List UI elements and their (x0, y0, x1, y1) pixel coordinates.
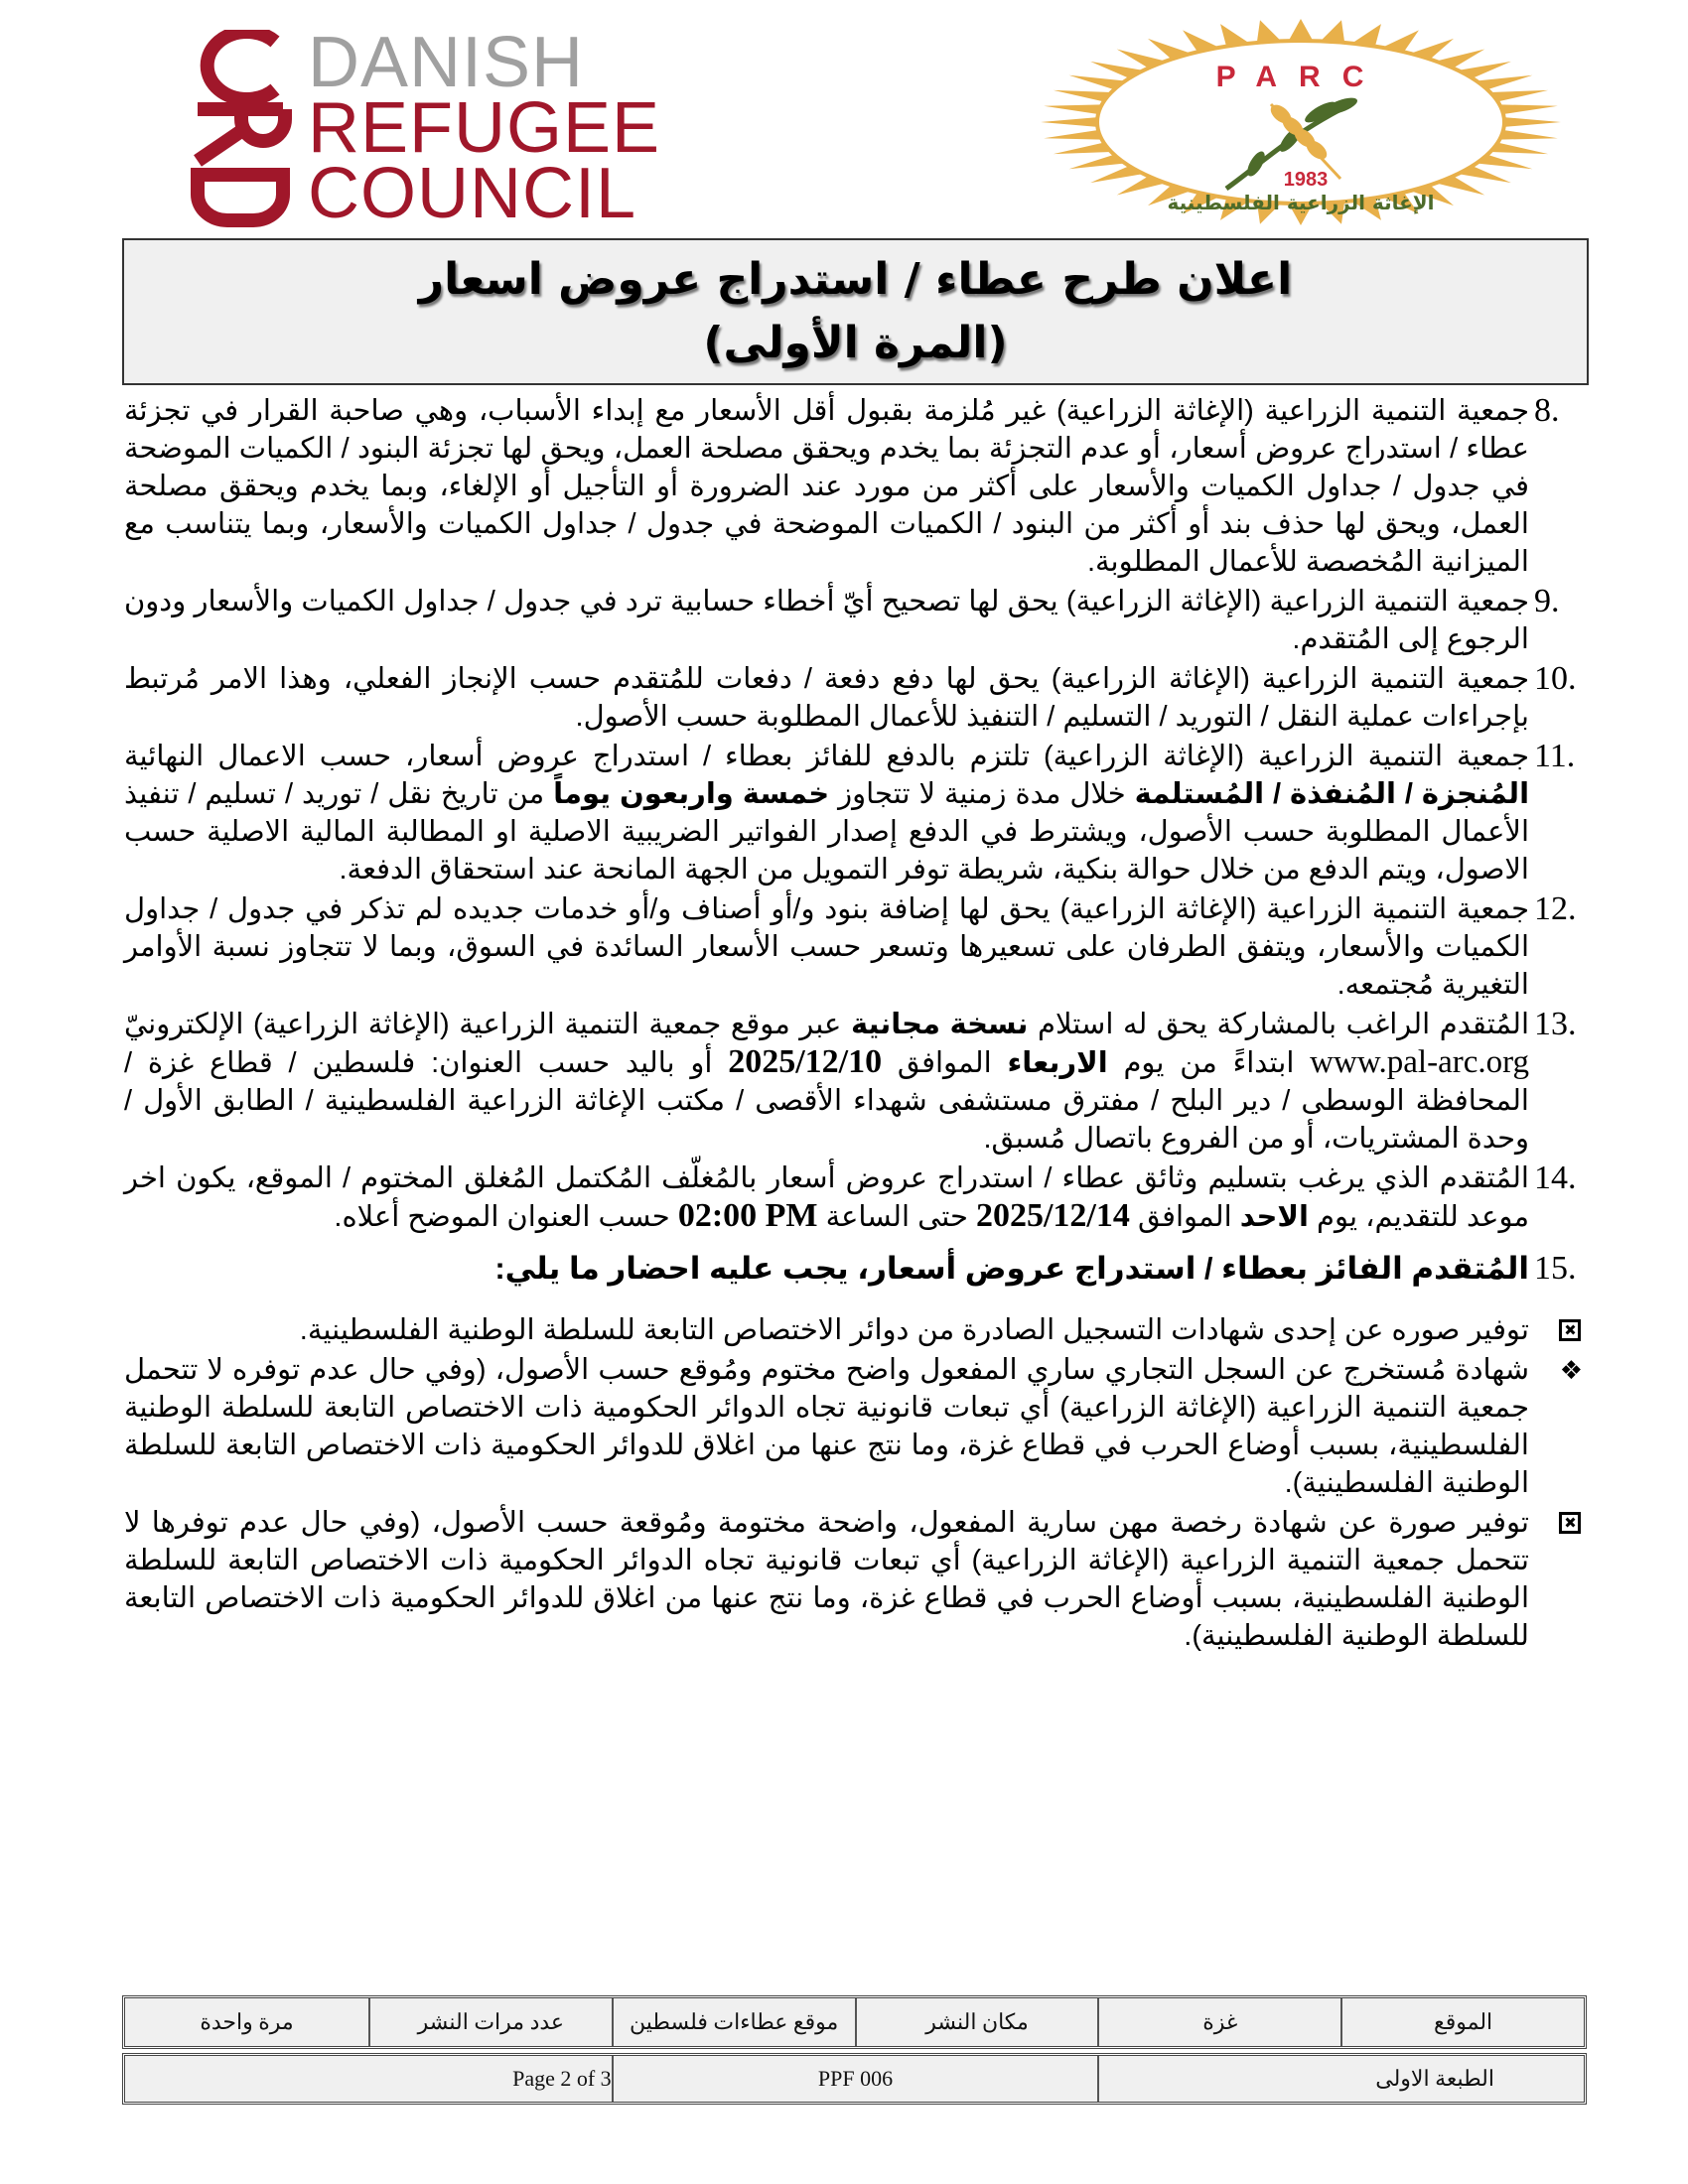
clause-number: 13. (1534, 1006, 1577, 1042)
drc-wordmark (308, 23, 661, 233)
requirement-text: توفير صورة عن شهادة رخصة مهن سارية المفعول، واضحة مختومة ومُوقعة حسب الأصول، (وفي حال عدم توفرها لا تتحمل جمعية التنمية الزراعية (الإغاثة الزراعية) أي تبعات قانونية تجاه الدوائر الحكومية ذات الاختصاص التابعة للسلطة الوطنية الفلسطينية، بسبب أوضاع الحرب في قطاع غزة، وما نتج عنها من اغلاق للدوائر الحكومية ذات الاختصاص التابعة للسلطة الوطنية الفلسطينية). (124, 1507, 1529, 1652)
clause-9 (124, 583, 1589, 658)
clause-number: 15. (1534, 1250, 1577, 1287)
clause-text-part: من تاريخ نقل / توريد / تسليم / تنفيذ الأعمال المطلوبة حسب الأصول، ويشترط في الدفع إصدار الفواتير الضريبية الاصلية او المطالبة المالية الاصلية حسب الاصول، ويتم الدفع من خلال حوالة بنكية، شريطة توفر التمويل من الجهة المانحة عند استحقاق الدفعة. (124, 778, 1529, 886)
clause-text-part: المُتقدم الراغب بالمشاركة يحق له استلام (1038, 1009, 1530, 1040)
clause-11 (124, 738, 1589, 888)
clause-text: المُتقدم الفائز بعطاء / استدراج عروض أسعار، يجب عليه احضار ما يلي: (494, 1251, 1529, 1286)
clause-text-part: حسب العنوان الموضح أعلاه. (334, 1201, 670, 1233)
sun-ray (1289, 19, 1314, 41)
clause-14 (124, 1160, 1589, 1236)
sun-ray (1499, 104, 1558, 114)
sun-ray (1044, 104, 1102, 114)
announcement-subtitle: (المرة الأولى) (703, 318, 1008, 368)
drc-monogram-icon (184, 30, 293, 228)
publish-count-value: مرة واحدة (125, 1998, 368, 2046)
clause-text (124, 738, 1529, 888)
clause-8 (124, 392, 1589, 581)
announcement-title-box (122, 238, 1589, 385)
clause-text: جمعية التنمية الزراعية (الإغاثة الزراعية) يحق لها إضافة بنود و/أو أصناف و/أو خدمات جديده لم تذكر في جدول / جداول الكميات والأسعار، ويتفق الطرفان على تسعيرها وتسعر حسب الأسعار السائدة في السوق، وبما لا تتجاوز نسبة الأوامر التغيرية مُجتمعه. (124, 893, 1529, 1001)
parc-acronym: PARC (1215, 61, 1386, 93)
header-logos (0, 0, 1688, 238)
clause-text-part: حتى الساعة (825, 1201, 968, 1233)
deadline-day: الاحد (1239, 1201, 1309, 1233)
page-number: Page 2 of 3 (125, 2056, 612, 2102)
clause-number: 12. (1534, 890, 1577, 927)
start-day: الاربعاء (1007, 1047, 1108, 1079)
website-link[interactable]: www.pal-arc.org (1310, 1044, 1530, 1080)
clause-text-part: أو باليد حسب العنوان: فلسطين / قطاع غزة / المحافظة الوسطى / دير البلح / مفترق مستشفى شهداء الأقصى / مكتب الإغاثة الزراعية الفلسطينية / الطابق الأول / وحدة المشتريات، أو من الفروع باتصال مُسبق. (124, 1047, 1529, 1155)
parc-year: 1983 (1283, 169, 1329, 191)
edition-label: الطبعة الاولى (1097, 2056, 1584, 2102)
drc-line-refugee: REFUGEE (308, 88, 661, 168)
publish-place-value: موقع عطاءات فلسطين (612, 1998, 855, 2046)
deadline-time: 02:00 PM (677, 1197, 818, 1234)
parc-logo (1023, 15, 1579, 228)
clause-text: جمعية التنمية الزراعية (الإغاثة الزراعية) غير مُلزمة بقبول أقل الأسعار مع إبداء الأسباب، وهي صاحبة القرار في تجزئة عطاء / استدراج عروض أسعار، أو عدم التجزئة بما يخدم ويحقق مصلحة العمل، ويحق لها تجزئة البنود / الكميات الموضحة في جدول / جداول الكميات والأسعار على أكثر من مورد عند الضرورة أو التأجيل أو الإلغاء، وبما يخدم ويحقق مصلحة العمل، ويحق لها حذف بند أو أكثر من البنود / الكميات الموضحة في جدول / جداول الكميات والأسعار، وبما يتناسب مع الميزانية المُخصصة للأعمال المطلوبة. (124, 395, 1529, 578)
sun-ray (1321, 20, 1344, 43)
clause-number: 8. (1534, 392, 1560, 429)
checkbox-x-icon (1559, 1512, 1581, 1534)
clause-12 (124, 890, 1589, 1004)
four-diamonds-icon: ❖ (1559, 1355, 1583, 1385)
sun-ray (1044, 130, 1102, 140)
clause-number: 10. (1534, 660, 1577, 697)
sun-ray (1257, 20, 1281, 43)
winner-requirements-list (124, 1311, 1589, 1655)
clause-text-part: جمعية التنمية الزراعية (الإغاثة الزراعية) تلتزم بالدفع للفائز بعطاء / استدراج عروض أسعار، حسب الاعمال النهائية (124, 741, 1529, 772)
sun-ray (1041, 117, 1097, 127)
payment-period-emphasis: خمسة واربعون يوماً (553, 778, 830, 810)
clause-number: 9. (1534, 583, 1560, 619)
form-code: PPF 006 (612, 2056, 1098, 2102)
clause-text-part: خلال مدة زمنية لا تتجاوز (838, 778, 1126, 810)
location-value: غزة (1097, 1998, 1340, 2046)
clause-text-part: الموافق (1137, 1201, 1232, 1233)
clause-number: 14. (1534, 1160, 1577, 1196)
clause-text: جمعية التنمية الزراعية (الإغاثة الزراعية) يحق لها دفع دفعة / دفعات للمُتقدم حسب الإنجاز الفعلي، وهذا الامر مُرتبط بإجراءات عملية النقل / التوريد / التسليم / التنفيذ للأعمال المطلوبة حسب الأصول. (124, 663, 1529, 733)
drc-logo (184, 23, 740, 233)
tender-terms (124, 392, 1589, 1657)
deadline-date: 2025/12/14 (975, 1197, 1130, 1234)
clause-15 (124, 1250, 1589, 1288)
document-info-table (122, 2053, 1587, 2105)
clause-text-part: عبر موقع جمعية التنمية الزراعية (الإغاثة الزراعية) الإلكترونيّ (124, 1009, 842, 1040)
clause-text (124, 1006, 1529, 1158)
requirement-item (124, 1504, 1589, 1655)
clause-text-part: ابتداءً من يوم (1123, 1047, 1295, 1079)
clause-text (124, 1160, 1529, 1236)
clause-10 (124, 660, 1589, 736)
checkbox-x-icon (1559, 1319, 1581, 1341)
start-date: 2025/12/10 (728, 1043, 883, 1080)
publish-count-label: عدد مرات النشر (368, 1998, 612, 2046)
parc-arabic-name: الإغاثة الزراعية الفلسطينية (1167, 191, 1435, 214)
requirement-text: شهادة مُستخرج عن السجل التجاري ساري المفعول واضح مختوم ومُوقع حسب الأصول، (وفي حال عدم توفره لا تتحمل جمعية التنمية الزراعية (الإغاثة الزراعية) أي تبعات قانونية تجاه الدوائر الحكومية ذات الاختصاص التابعة للسلطة الوطنية الفلسطينية، بسبب أوضاع الحرب في قطاع غزة، وما نتج عنها من اغلاق للدوائر الحكومية ذات الاختصاص التابعة للسلطة الوطنية الفلسطينية). (124, 1354, 1529, 1499)
announcement-title: اعلان طرح عطاء / استدراج عروض اسعار (418, 254, 1293, 305)
free-copy-emphasis: نسخة مجانية (850, 1009, 1029, 1040)
drc-line-danish: DANISH (308, 23, 585, 102)
publish-place-label: مكان النشر (855, 1998, 1098, 2046)
clause-text-part: الموافق (897, 1047, 992, 1079)
requirement-item (124, 1351, 1589, 1502)
drc-line-council: COUNCIL (308, 154, 637, 233)
publication-info-table (122, 1995, 1587, 2049)
sun-ray (1504, 117, 1561, 127)
requirement-text: توفير صوره عن إحدى شهادات التسجيل الصادرة من دوائر الاختصاص التابعة للسلطة الوطنية الفلسطينية. (299, 1314, 1529, 1346)
clause-text-part: المُتقدم الذي يرغب بتسليم وثائق عطاء / استدراج عروض أسعار بالمُغلّف المُكتمل المُغلق المختوم / الموقع، يكون اخر موعد للتقديم، يوم (124, 1162, 1529, 1233)
sun-ray (1499, 130, 1558, 140)
clause-number: 11. (1534, 738, 1576, 774)
completed-works-emphasis: المُنجزة / المُنفذة / المُستلمة (1134, 778, 1530, 810)
clause-13 (124, 1006, 1589, 1158)
clause-text: جمعية التنمية الزراعية (الإغاثة الزراعية) يحق لها تصحيح أيّ أخطاء حسابية ترد في جدول / جداول الكميات والأسعار ودون الرجوع إلى المُتقدم. (124, 586, 1529, 655)
location-label: الموقع (1340, 1998, 1584, 2046)
requirement-item (124, 1311, 1589, 1349)
